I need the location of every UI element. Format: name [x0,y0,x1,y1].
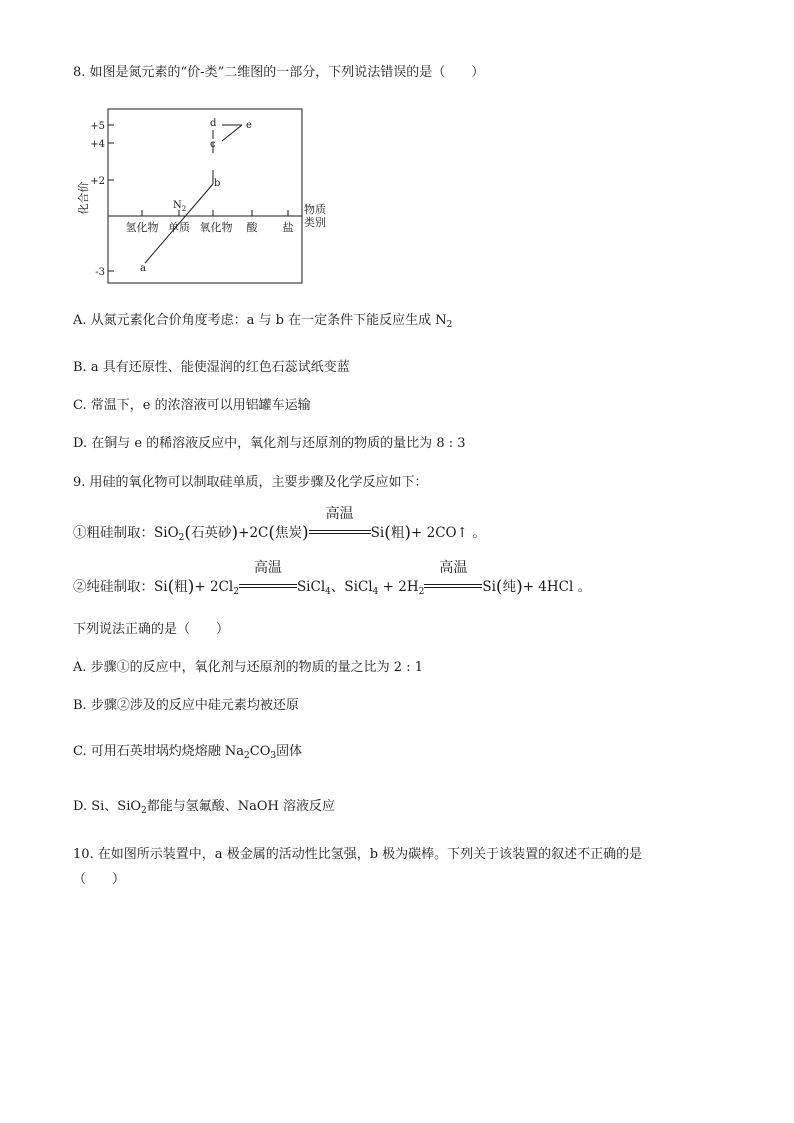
q9-equation-2: ②纯硅制取：Si(粗)+ $2Cl_2$ 高温 SiCl$_4$、SiCl$_4$ + $2H_2$ 高温 Si(纯)+ 4HCl 。 [73,560,592,597]
point-e-label: e [246,120,252,131]
q9-stem: 9. 用硅的氧化物可以制取硅单质，主要步骤及化学反应如下： [73,475,428,490]
q8-option-d: D. 在铜与 e 的稀溶液反应中，氧化剂与还原剂的物质的量比为 8 : 3 [73,436,466,451]
point-c-label: c [210,139,216,150]
y-tick-label: +4 [90,139,105,150]
x-category-label: 盐 [282,221,294,234]
point-d-label: d [210,118,217,129]
x-axis-label-line2: 类别 [304,216,326,229]
q9-option-a: A. 步骤①的反应中，氧化剂与还原剂的物质的量之比为 2 : 1 [73,660,423,675]
reaction-condition-arrow: 高温 [309,523,371,543]
q10-stem-line1: 10. 在如图所示装置中，a 极金属的活动性比氢强，b 极为碳棒。下列关于该装置的叙述不正确的是 [73,847,643,862]
point-b-label: b [214,178,221,189]
q9-option-d: D. Si、SiO$_2$都能与氢氟酸、NaOH 溶液反应 [73,799,336,816]
x-category-label: 氢化物 [125,221,159,234]
q8-option-a: A. 从氮元素化合价角度考虑：a 与 b 在一定条件下能反应生成 $N_2$ [73,313,453,330]
reaction-condition-arrow: 高温 [424,577,482,597]
y-tick-label: +5 [90,121,105,132]
point-a-label: a [140,263,146,274]
q8-option-c: C. 常温下，e 的浓溶液可以用铝罐车运输 [73,398,311,413]
x-axis-label-line1: 物质 [304,203,326,216]
y-tick-label: -3 [95,267,105,278]
diagram-frame [108,109,302,283]
reaction-condition-arrow: 高温 [239,577,297,597]
line-c-to-e [222,125,242,141]
x-category-label: 氧化物 [199,221,233,234]
valence-class-diagram [72,106,326,286]
q10-stem-line2: （ ） [73,872,126,887]
q9-ask: 下列说法正确的是（ ） [73,622,230,637]
x-category-label: 酸 [246,221,258,234]
q9-option-c: C. 可用石英坩埚灼烧熔融 $Na_2CO_3$固体 [73,744,303,761]
point-n2-label: $N_2$ [173,200,187,213]
q8-option-b: B. a 具有还原性、能使湿润的红色石蕊试纸变蓝 [73,360,350,375]
q9-option-b: B. 步骤②涉及的反应中硅元素均被还原 [73,698,299,713]
y-tick-label: +2 [90,176,105,187]
q9-equation-1: ①粗硅制取：SiO$_2$(石英砂)+2C(焦炭) 高温 Si(粗)+ 2CO↑ 。 [73,506,486,543]
y-axis-label-text: 化合价 [77,181,90,215]
q8-stem: 8. 如图是氮元素的“价-类”二维图的一部分，下列说法错误的是（ ） [73,65,485,80]
x-category-label: 单质 [168,221,190,234]
